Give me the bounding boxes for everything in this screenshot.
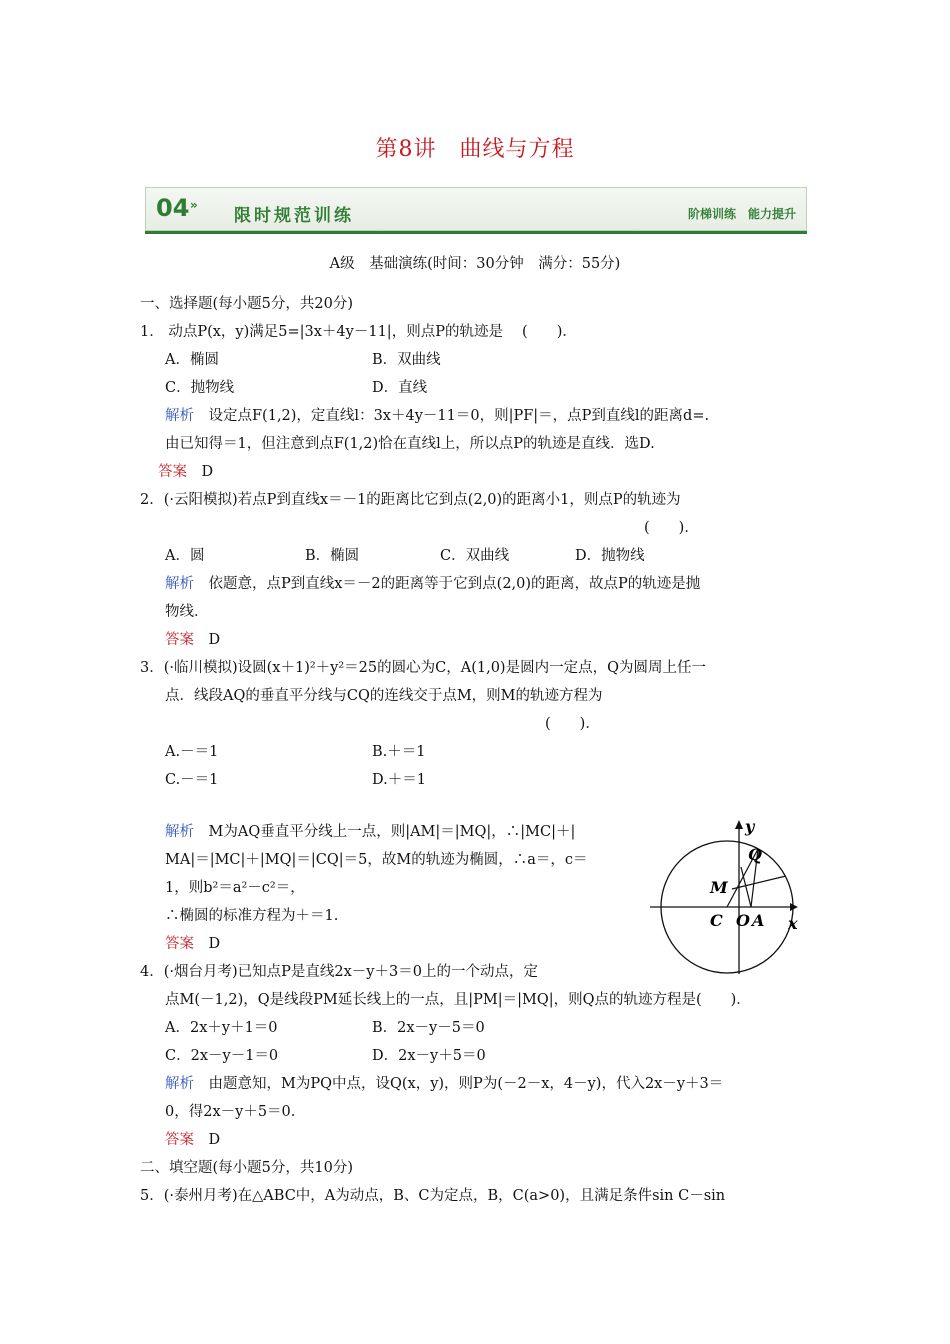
section-heading-fill: 二、填空题(每小题5分，共10分) <box>140 1160 353 1176</box>
q4-option-c: C．2x－y－1＝0 <box>165 1048 279 1064</box>
q2-option-d: D．抛物线 <box>575 548 645 564</box>
q3-option-a: A.－＝1 <box>165 744 219 760</box>
q1-option-a: A．椭圆 <box>165 352 219 368</box>
q3-solution-line2: MA|＝|MC|＋|MQ|＝|CQ|＝5，故M的轨迹为椭圆，∴a＝，c＝ <box>165 852 588 868</box>
q3-stem-line1: 3．(·临川模拟)设圆(x＋1)²＋y²＝25的圆心为C，A(1,0)是圆内一定点，Q为圆周上任一 <box>140 660 706 676</box>
q1-solution-line2: 由已知得＝1，但注意到点F(1,2)恰在直线l上，所以点P的轨迹是直线．选D. <box>165 436 655 452</box>
banner-underline <box>145 231 807 234</box>
q2-answer: 答案 D <box>165 632 221 648</box>
q3-option-c: C.－＝1 <box>165 772 219 788</box>
q2-solution-line1: 解析 依题意，点P到直线x＝－2的距离等于它到点(2,0)的距离，故点P的轨迹是抛 <box>165 576 701 592</box>
q1-solution-line1: 解析 设定点F(1,2)，定直线l：3x＋4y－11＝0，则|PF|＝，点P到直线l的距离d=. <box>165 408 710 424</box>
q1-option-c: C．抛物线 <box>165 380 235 396</box>
q4-option-b: B．2x－y－5＝0 <box>372 1020 485 1036</box>
banner-number: 04 <box>156 194 190 222</box>
q1-solution-label: 解析 <box>165 408 194 424</box>
q1-option-d: D．直线 <box>372 380 428 396</box>
q1-answer: 答案 D <box>158 464 214 480</box>
q4-stem-line1: 4．(·烟台月考)已知点P是直线2x－y＋3＝0上的一个动点，定 <box>140 964 538 980</box>
q2-solution-label: 解析 <box>165 576 194 592</box>
q3-option-b: B.＋＝1 <box>372 744 426 760</box>
q4-solution-label: 解析 <box>165 1076 194 1092</box>
level-line: A级 基础演练(时间：30分钟 满分：55分) <box>329 256 621 272</box>
q3-answer-paren: ( )． <box>545 716 600 732</box>
x-axis-label: x <box>788 914 798 933</box>
point-m-label: M <box>710 878 728 897</box>
section-banner <box>145 187 807 231</box>
q2-option-b: B．椭圆 <box>305 548 360 564</box>
lesson-title: 第8讲 曲线与方程 <box>375 137 575 162</box>
section-heading-choice: 一、选择题(每小题5分，共20分) <box>140 296 353 312</box>
q4-option-d: D．2x－y＋5＝0 <box>372 1048 486 1064</box>
q2-stem: 2．(·云阳模拟)若点P到直线x＝－1的距离比它到点(2,0)的距离小1，则点P的轨迹为 <box>140 492 681 508</box>
banner-label: 限时规范训练 <box>234 206 354 226</box>
q4-solution-line1: 解析 由题意知，M为PQ中点，设Q(x，y)，则P为(－2－x，4－y)，代入2x－y＋3＝ <box>165 1076 724 1092</box>
q2-solution-line2: 物线． <box>165 604 209 620</box>
q5-stem: 5．(·泰州月考)在△ABC中，A为动点，B、C为定点，B，C(a>0)，且满足条件sin C－sin <box>140 1188 726 1204</box>
q3-answer: 答案 D <box>165 936 221 952</box>
q4-option-a: A．2x＋y＋1＝0 <box>165 1020 278 1036</box>
q3-solution-line3: 1，则b²＝a²－c²＝， <box>165 880 305 896</box>
q1-stem: 1． 动点P(x，y)满足5=|3x＋4y－11|，则点P的轨迹是 ( )． <box>140 324 577 340</box>
banner-arrows: » <box>190 198 198 212</box>
y-axis-arrow-icon <box>735 820 743 829</box>
q4-solution-line2: 0，得2x－y＋5＝0. <box>165 1104 296 1120</box>
q3-solution-line4: ∴椭圆的标准方程为＋＝1. <box>165 908 339 924</box>
q1-option-b: B．双曲线 <box>372 352 441 368</box>
q3-ellipse-figure <box>650 814 810 974</box>
q4-answer: 答案 D <box>165 1132 221 1148</box>
origin-label: O <box>736 911 750 930</box>
q2-option-a: A．圆 <box>165 548 205 564</box>
point-c-label: C <box>710 911 723 930</box>
q4-answer-label: 答案 <box>165 1132 194 1148</box>
q3-stem-line2: 点．线段AQ的垂直平分线与CQ的连线交于点M，则M的轨迹方程为 <box>165 688 603 704</box>
q2-answer-paren: ( )． <box>644 520 699 536</box>
banner-right-label: 阶梯训练 能力提升 <box>687 207 796 221</box>
q3-solution-line1: 解析 M为AQ垂直平分线上一点，则|AM|＝|MQ|，∴|MC|＋| <box>165 824 576 840</box>
y-axis-label: y <box>745 817 755 836</box>
q3-solution-label: 解析 <box>165 824 194 840</box>
point-q-label: Q <box>748 845 762 864</box>
q2-option-c: C．双曲线 <box>440 548 510 564</box>
q4-stem-line2: 点M(－1,2)，Q是线段PM延长线上的一点，且|PM|＝|MQ|，则Q点的轨迹方程是( )． <box>165 992 751 1008</box>
q2-answer-label: 答案 <box>165 632 194 648</box>
x-axis-arrow-icon <box>790 903 798 911</box>
q3-option-d: D.＋＝1 <box>372 772 426 788</box>
q1-answer-label: 答案 <box>158 464 187 480</box>
point-a-label: A <box>752 911 765 930</box>
q3-answer-label: 答案 <box>165 936 194 952</box>
